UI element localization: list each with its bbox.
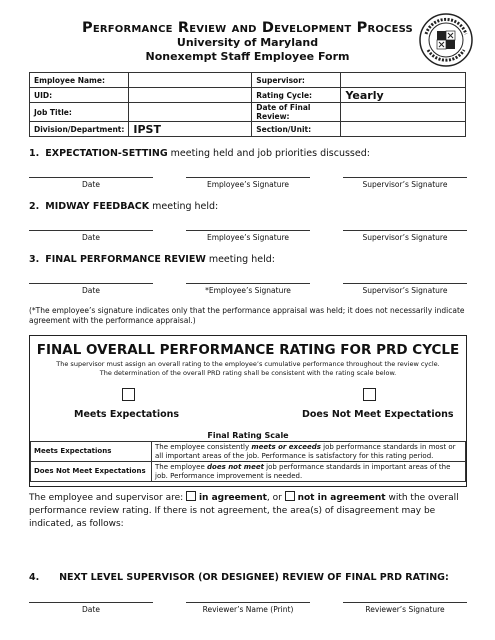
employee-name-label: Employee Name: (30, 73, 129, 88)
section-2-employee-signature-line[interactable] (186, 230, 310, 231)
final-review-date-label: Date of Final Review: (252, 103, 341, 122)
supervisor-field[interactable] (341, 73, 466, 88)
section-2-date-caption: Date (82, 233, 100, 242)
agreement-lead: The employee and supervisor are: (29, 493, 187, 503)
signature-note: (*The employee’s signature indicates only that the performance appraisal was held; it does not necessarily indicate agreement with the performance appraisal.) (29, 306, 465, 325)
section-4-reviewer-signature-line[interactable] (343, 602, 467, 603)
in-agreement-checkbox[interactable] (186, 491, 196, 501)
section-4-reviewer-name-caption: Reviewer’s Name (Print) (202, 605, 294, 614)
section-4-date-caption: Date (82, 605, 100, 614)
table-row (31, 442, 466, 462)
uid-field[interactable] (129, 88, 252, 103)
agreement-or: , or (266, 493, 285, 503)
division-label: Division/Department: (30, 122, 129, 137)
section-3-employee-caption: *Employee’s Signature (205, 286, 291, 295)
scale-label: Does Not Meet Expectations (31, 462, 152, 482)
meets-expectations-checkbox[interactable] (122, 388, 135, 401)
in-agreement-label: in agreement (198, 493, 267, 503)
division-field[interactable]: IPST (129, 122, 252, 137)
section-3-date-line[interactable] (29, 283, 153, 284)
form-title: Performance Review and Development Process (82, 20, 413, 36)
scale-description: The employee consistently meets or exceeds job performance standards in most or all important areas of the job. Performance is satisfactory for this rating period. (152, 442, 466, 462)
section-2-bold: MIDWAY FEEDBACK (45, 201, 150, 212)
section-3-bold: FINAL PERFORMANCE REVIEW (45, 254, 206, 265)
meets-expectations-label: Meets Expectations (74, 409, 180, 420)
section-3-date-caption: Date (82, 286, 100, 295)
form-name: Nonexempt Staff Employee Form (145, 50, 350, 63)
section-unit-label: Section/Unit: (252, 122, 341, 137)
rating-scale-title: Final Rating Scale (207, 431, 289, 440)
does-not-meet-label: Does Not Meet Expectations (302, 409, 454, 420)
org-name: University of Maryland (176, 36, 319, 49)
section-1-text: meeting held and job priorities discussed: (167, 148, 370, 159)
section-1-supervisor-caption: Supervisor’s Signature (362, 180, 448, 189)
section-4-date-line[interactable] (29, 602, 153, 603)
section-3-supervisor-signature-line[interactable] (343, 283, 467, 284)
employee-info-table (29, 72, 466, 137)
section-3-number: 3. (29, 254, 40, 265)
section-2-text: meeting held: (149, 201, 219, 212)
rating-cycle-label: Rating Cycle: (252, 88, 341, 103)
final-rating-instructions: The supervisor must assign an overall rating to the employee’s cumulative performance throughout the review cycle. The determination of the overall PRD rating shall be consistent with the rating scale below. (56, 360, 440, 377)
final-rating-box (29, 335, 467, 487)
section-1-heading (29, 148, 370, 159)
section-2-supervisor-caption: Supervisor’s Signature (362, 233, 448, 242)
scale-description: The employee does not meet job performance standards in important areas of the job. Performance improvement is needed. (152, 462, 466, 482)
does-not-meet-checkbox[interactable] (363, 388, 376, 401)
rating-cycle-field[interactable]: Yearly (341, 88, 466, 103)
uid-label: UID: (30, 88, 129, 103)
section-4-reviewer-signature-caption: Reviewer’s Signature (365, 605, 445, 614)
agreement-rest: with the overall performance review rating. If there is not agreement, the area(s) of disagreement may be indicated, as follows: (29, 493, 459, 529)
section-3-text: meeting held: (205, 254, 275, 265)
scale-label: Meets Expectations (31, 442, 152, 462)
section-3-supervisor-caption: Supervisor’s Signature (362, 286, 448, 295)
job-title-label: Job Title: (30, 103, 129, 122)
not-in-agreement-label: not in agreement (297, 493, 386, 503)
table-row (31, 462, 466, 482)
section-2-supervisor-signature-line[interactable] (343, 230, 467, 231)
section-1-date-line[interactable] (29, 177, 153, 178)
section-2-date-line[interactable] (29, 230, 153, 231)
section-2-number: 2. (29, 201, 40, 212)
job-title-field[interactable] (129, 103, 252, 122)
not-in-agreement-checkbox[interactable] (285, 491, 295, 501)
employee-name-field[interactable] (129, 73, 252, 88)
section-1-number: 1. (29, 148, 40, 159)
section-2-heading (29, 201, 218, 212)
section-1-date-caption: Date (82, 180, 100, 189)
final-review-date-field[interactable] (341, 103, 466, 122)
section-1-employee-caption: Employee’s Signature (206, 180, 289, 189)
supervisor-label: Supervisor: (252, 73, 341, 88)
section-4-reviewer-name-line[interactable] (186, 602, 310, 603)
final-rating-title: FINAL OVERALL PERFORMANCE RATING FOR PRD CYCLE (36, 342, 460, 358)
section-1-employee-signature-line[interactable] (186, 177, 310, 178)
rating-scale-table (30, 441, 466, 482)
section-1-bold: EXPECTATION-SETTING (45, 148, 168, 159)
section-1-supervisor-signature-line[interactable] (343, 177, 467, 178)
agreement-paragraph (29, 491, 469, 531)
section-2-employee-caption: Employee’s Signature (206, 233, 289, 242)
section-3-employee-signature-line[interactable] (186, 283, 310, 284)
university-seal-icon (418, 12, 474, 68)
section-4-heading: 4. NEXT LEVEL SUPERVISOR (OR DESIGNEE) REVIEW OF FINAL PRD RATING: (29, 572, 449, 583)
section-3-heading (29, 254, 275, 265)
section-unit-field[interactable] (341, 122, 466, 137)
